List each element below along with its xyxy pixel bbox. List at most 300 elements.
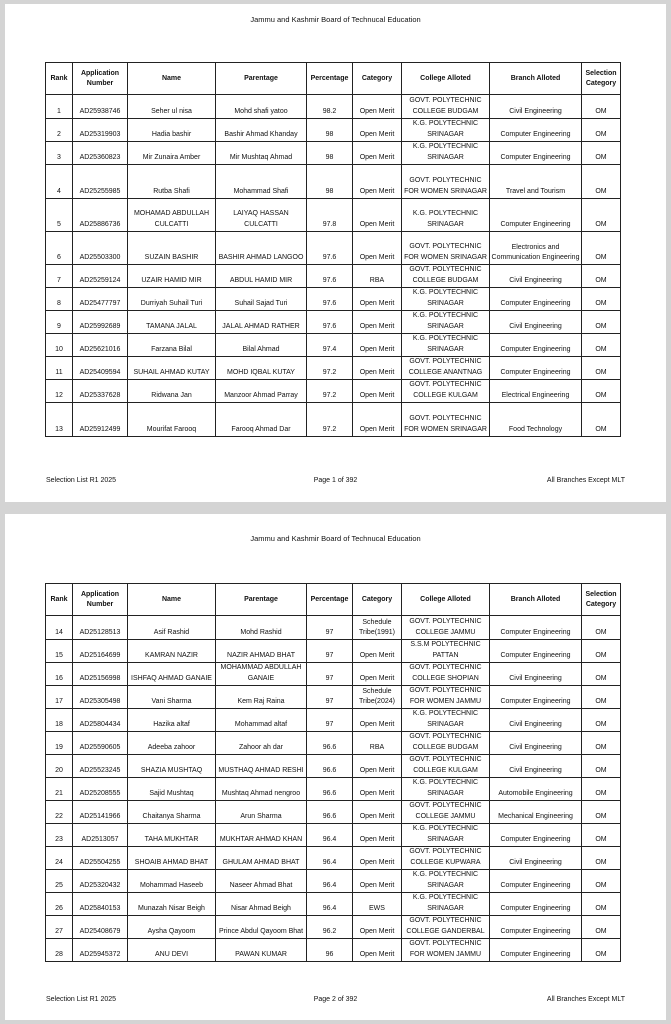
cell-percentage: 97.8 — [307, 199, 353, 232]
cell-selection-category: OM — [582, 663, 621, 686]
cell-rank: 9 — [46, 311, 73, 334]
cell-rank: 20 — [46, 755, 73, 778]
cell-name: Mohammad Haseeb — [128, 870, 216, 893]
cell-college-alloted: GOVT. POLYTECHNIC COLLEGE JAMMU — [402, 801, 490, 824]
cell-parentage: Manzoor Ahmad Parray — [216, 380, 307, 403]
col-header-percentage: Percentage — [307, 584, 353, 616]
col-header-college-alloted: College Alloted — [402, 584, 490, 616]
cell-application-number: AD25804434 — [73, 709, 128, 732]
cell-parentage: Suhail Sajad Turi — [216, 288, 307, 311]
cell-name: Sajid Mushtaq — [128, 778, 216, 801]
cell-rank: 24 — [46, 847, 73, 870]
cell-college-alloted: GOVT. POLYTECHNIC COLLEGE JAMMU — [402, 616, 490, 640]
cell-branch-alloted: Electrical Engineering — [490, 380, 582, 403]
cell-selection-category: OM — [582, 199, 621, 232]
cell-application-number: AD25992689 — [73, 311, 128, 334]
cell-selection-category: OM — [582, 801, 621, 824]
cell-category: Open Merit — [353, 142, 402, 165]
col-header-parentage: Parentage — [216, 584, 307, 616]
cell-branch-alloted: Computer Engineering — [490, 916, 582, 939]
cell-college-alloted: GOVT. POLYTECHNIC FOR WOMEN SRINAGAR — [402, 165, 490, 199]
cell-percentage: 98 — [307, 142, 353, 165]
cell-branch-alloted: Computer Engineering — [490, 334, 582, 357]
cell-rank: 27 — [46, 916, 73, 939]
cell-rank: 4 — [46, 165, 73, 199]
table-row — [46, 380, 621, 403]
cell-name: Mir Zunaira Amber — [128, 142, 216, 165]
cell-application-number: AD25305498 — [73, 686, 128, 709]
cell-application-number: AD25156998 — [73, 663, 128, 686]
selection-table — [45, 62, 621, 437]
cell-category: Open Merit — [353, 95, 402, 119]
cell-category: Open Merit — [353, 847, 402, 870]
col-header-branch-alloted: Branch Alloted — [490, 63, 582, 95]
cell-percentage: 96.6 — [307, 755, 353, 778]
cell-parentage: MOHAMMAD ABDULLAH GANAIE — [216, 663, 307, 686]
cell-branch-alloted: Travel and Tourism — [490, 165, 582, 199]
table-row — [46, 357, 621, 380]
cell-college-alloted: K.G. POLYTECHNIC SRINAGAR — [402, 334, 490, 357]
cell-application-number: AD25840153 — [73, 893, 128, 916]
cell-selection-category: OM — [582, 357, 621, 380]
cell-name: Adeeba zahoor — [128, 732, 216, 755]
cell-parentage: Bilal Ahmad — [216, 334, 307, 357]
document-page-1 — [5, 4, 666, 502]
cell-application-number: AD25259124 — [73, 265, 128, 288]
cell-percentage: 97 — [307, 709, 353, 732]
cell-selection-category: OM — [582, 380, 621, 403]
cell-application-number: AD25945372 — [73, 939, 128, 962]
cell-parentage: Mohd Rashid — [216, 616, 307, 640]
cell-selection-category: OM — [582, 334, 621, 357]
table-row — [46, 755, 621, 778]
cell-rank: 28 — [46, 939, 73, 962]
table-row — [46, 119, 621, 142]
cell-percentage: 96.4 — [307, 847, 353, 870]
col-header-application-number: Application Number — [73, 63, 128, 95]
cell-percentage: 97.2 — [307, 380, 353, 403]
cell-percentage: 98 — [307, 165, 353, 199]
cell-college-alloted: GOVT. POLYTECHNIC COLLEGE BUDGAM — [402, 95, 490, 119]
cell-application-number: AD25320432 — [73, 870, 128, 893]
cell-selection-category: OM — [582, 288, 621, 311]
cell-percentage: 98.2 — [307, 95, 353, 119]
document-page-2 — [5, 514, 666, 1020]
cell-college-alloted: GOVT. POLYTECHNIC COLLEGE ANANTNAG — [402, 357, 490, 380]
cell-category: Open Merit — [353, 119, 402, 142]
cell-selection-category: OM — [582, 403, 621, 437]
col-header-name: Name — [128, 584, 216, 616]
cell-category: Open Merit — [353, 939, 402, 962]
cell-college-alloted: K.G. POLYTECHNIC SRINAGAR — [402, 778, 490, 801]
cell-rank: 8 — [46, 288, 73, 311]
table-row — [46, 403, 621, 437]
cell-percentage: 97.6 — [307, 265, 353, 288]
cell-application-number: AD25938746 — [73, 95, 128, 119]
cell-name: KAMRAN NAZIR — [128, 640, 216, 663]
table-row — [46, 939, 621, 962]
col-header-college-alloted: College Alloted — [402, 63, 490, 95]
cell-name: SHAZIA MUSHTAQ — [128, 755, 216, 778]
cell-category: Open Merit — [353, 334, 402, 357]
cell-selection-category: OM — [582, 893, 621, 916]
cell-selection-category: OM — [582, 616, 621, 640]
cell-parentage: LAIYAQ HASSAN CULCATTI — [216, 199, 307, 232]
table-row — [46, 640, 621, 663]
cell-percentage: 96.4 — [307, 824, 353, 847]
cell-rank: 23 — [46, 824, 73, 847]
cell-branch-alloted: Food Technology — [490, 403, 582, 437]
cell-application-number: AD25408679 — [73, 916, 128, 939]
cell-branch-alloted: Civil Engineering — [490, 95, 582, 119]
cell-selection-category: OM — [582, 732, 621, 755]
cell-selection-category: OM — [582, 95, 621, 119]
cell-college-alloted: GOVT. POLYTECHNIC COLLEGE SHOPIAN — [402, 663, 490, 686]
cell-branch-alloted: Computer Engineering — [490, 640, 582, 663]
cell-name: Hadia bashir — [128, 119, 216, 142]
table-row — [46, 893, 621, 916]
cell-parentage: Mohammad altaf — [216, 709, 307, 732]
table-row — [46, 142, 621, 165]
cell-application-number: AD25319903 — [73, 119, 128, 142]
table-row — [46, 870, 621, 893]
cell-parentage: MUSTHAQ AHMAD RESHI — [216, 755, 307, 778]
cell-branch-alloted: Computer Engineering — [490, 686, 582, 709]
cell-parentage: Prince Abdul Qayoom Bhat — [216, 916, 307, 939]
cell-parentage: Kem Raj Raina — [216, 686, 307, 709]
cell-parentage: Mushtaq Ahmad nengroo — [216, 778, 307, 801]
cell-parentage: Mohd shafi yatoo — [216, 95, 307, 119]
cell-selection-category: OM — [582, 847, 621, 870]
cell-name: Seher ul nisa — [128, 95, 216, 119]
table-row — [46, 334, 621, 357]
cell-parentage: Farooq Ahmad Dar — [216, 403, 307, 437]
cell-parentage: NAZIR AHMAD BHAT — [216, 640, 307, 663]
cell-name: SHOAIB AHMAD BHAT — [128, 847, 216, 870]
cell-branch-alloted: Computer Engineering — [490, 288, 582, 311]
cell-branch-alloted: Computer Engineering — [490, 142, 582, 165]
cell-rank: 17 — [46, 686, 73, 709]
cell-branch-alloted: Civil Engineering — [490, 709, 582, 732]
cell-percentage: 97 — [307, 686, 353, 709]
cell-percentage: 97 — [307, 640, 353, 663]
cell-category: EWS — [353, 893, 402, 916]
cell-selection-category: OM — [582, 311, 621, 334]
col-header-parentage: Parentage — [216, 63, 307, 95]
table-row — [46, 663, 621, 686]
cell-parentage: BASHIR AHMAD LANGOO — [216, 232, 307, 265]
cell-percentage: 96.4 — [307, 893, 353, 916]
cell-branch-alloted: Civil Engineering — [490, 847, 582, 870]
cell-application-number: AD2513057 — [73, 824, 128, 847]
col-header-selection-category: Selection Category — [582, 584, 621, 616]
cell-application-number: AD25208555 — [73, 778, 128, 801]
cell-branch-alloted: Computer Engineering — [490, 616, 582, 640]
cell-category: Open Merit — [353, 801, 402, 824]
cell-rank: 15 — [46, 640, 73, 663]
cell-rank: 14 — [46, 616, 73, 640]
cell-application-number: AD25164699 — [73, 640, 128, 663]
cell-name: UZAIR HAMID MIR — [128, 265, 216, 288]
cell-rank: 22 — [46, 801, 73, 824]
table-row — [46, 778, 621, 801]
cell-selection-category: OM — [582, 916, 621, 939]
footer-branches-note: All Branches Except MLT — [546, 996, 625, 1003]
cell-percentage: 96.6 — [307, 732, 353, 755]
cell-parentage: Mir Mushtaq Ahmad — [216, 142, 307, 165]
cell-college-alloted: K.G. POLYTECHNIC SRINAGAR — [402, 311, 490, 334]
cell-selection-category: OM — [582, 265, 621, 288]
cell-parentage: Nisar Ahmad Beigh — [216, 893, 307, 916]
cell-selection-category: OM — [582, 755, 621, 778]
cell-rank: 21 — [46, 778, 73, 801]
cell-branch-alloted: Computer Engineering — [490, 824, 582, 847]
page-title: Jammu and Kashmir Board of Technucal Education — [250, 534, 421, 543]
cell-percentage: 96 — [307, 939, 353, 962]
cell-branch-alloted: Computer Engineering — [490, 199, 582, 232]
cell-selection-category: OM — [582, 778, 621, 801]
cell-rank: 19 — [46, 732, 73, 755]
cell-college-alloted: GOVT. POLYTECHNIC FOR WOMEN SRINAGAR — [402, 232, 490, 265]
cell-parentage: Naseer Ahmad Bhat — [216, 870, 307, 893]
cell-category: RBA — [353, 265, 402, 288]
cell-selection-category: OM — [582, 640, 621, 663]
cell-category: Open Merit — [353, 824, 402, 847]
cell-category: Open Merit — [353, 870, 402, 893]
cell-percentage: 96.6 — [307, 778, 353, 801]
cell-college-alloted: K.G. POLYTECHNIC SRINAGAR — [402, 870, 490, 893]
cell-rank: 13 — [46, 403, 73, 437]
cell-college-alloted: K.G. POLYTECHNIC SRINAGAR — [402, 119, 490, 142]
cell-category: RBA — [353, 732, 402, 755]
cell-percentage: 97.6 — [307, 311, 353, 334]
cell-category: Open Merit — [353, 232, 402, 265]
cell-category: Open Merit — [353, 311, 402, 334]
cell-college-alloted: GOVT. POLYTECHNIC COLLEGE KULGAM — [402, 755, 490, 778]
cell-application-number: AD25360823 — [73, 142, 128, 165]
cell-parentage: Zahoor ah dar — [216, 732, 307, 755]
cell-branch-alloted: Civil Engineering — [490, 732, 582, 755]
cell-selection-category: OM — [582, 165, 621, 199]
cell-branch-alloted: Computer Engineering — [490, 870, 582, 893]
cell-application-number: AD25886736 — [73, 199, 128, 232]
col-header-name: Name — [128, 63, 216, 95]
cell-category: Schedule Tribe(1991) — [353, 616, 402, 640]
cell-rank: 3 — [46, 142, 73, 165]
cell-rank: 18 — [46, 709, 73, 732]
cell-branch-alloted: Computer Engineering — [490, 893, 582, 916]
selection-table — [45, 583, 621, 962]
cell-college-alloted: GOVT. POLYTECHNIC COLLEGE GANDERBAL — [402, 916, 490, 939]
col-header-rank: Rank — [46, 63, 73, 95]
table-row — [46, 847, 621, 870]
footer-page-number: Page 2 of 392 — [313, 996, 358, 1003]
cell-name: Hazika altaf — [128, 709, 216, 732]
cell-branch-alloted: Mechanical Engineering — [490, 801, 582, 824]
cell-rank: 26 — [46, 893, 73, 916]
cell-category: Open Merit — [353, 640, 402, 663]
cell-college-alloted: K.G. POLYTECHNIC SRINAGAR — [402, 288, 490, 311]
table-row — [46, 732, 621, 755]
cell-name: TAMANA JALAL — [128, 311, 216, 334]
cell-branch-alloted: Automobile Engineering — [490, 778, 582, 801]
cell-category: Open Merit — [353, 755, 402, 778]
table-row — [46, 232, 621, 265]
footer-branches-note: All Branches Except MLT — [546, 477, 625, 484]
cell-percentage: 97.6 — [307, 288, 353, 311]
cell-application-number: AD25337628 — [73, 380, 128, 403]
cell-college-alloted: GOVT. POLYTECHNIC COLLEGE KUPWARA — [402, 847, 490, 870]
cell-percentage: 96.6 — [307, 801, 353, 824]
cell-percentage: 97.6 — [307, 232, 353, 265]
cell-name: Mourifat Farooq — [128, 403, 216, 437]
cell-college-alloted: K.G. POLYTECHNIC SRINAGAR — [402, 709, 490, 732]
table-row — [46, 709, 621, 732]
table-row — [46, 916, 621, 939]
footer-page-number: Page 1 of 392 — [313, 477, 358, 484]
cell-selection-category: OM — [582, 709, 621, 732]
col-header-application-number: Application Number — [73, 584, 128, 616]
cell-category: Open Merit — [353, 916, 402, 939]
cell-college-alloted: GOVT. POLYTECHNIC COLLEGE BUDGAM — [402, 265, 490, 288]
cell-name: Asif Rashid — [128, 616, 216, 640]
cell-percentage: 98 — [307, 119, 353, 142]
col-header-category: Category — [353, 584, 402, 616]
cell-rank: 25 — [46, 870, 73, 893]
cell-category: Open Merit — [353, 663, 402, 686]
cell-percentage: 96.4 — [307, 870, 353, 893]
table-header-row — [46, 584, 621, 616]
col-header-percentage: Percentage — [307, 63, 353, 95]
cell-category: Open Merit — [353, 357, 402, 380]
cell-selection-category: OM — [582, 119, 621, 142]
cell-college-alloted: K.G. POLYTECHNIC SRINAGAR — [402, 199, 490, 232]
cell-parentage: ABDUL HAMID MIR — [216, 265, 307, 288]
cell-category: Open Merit — [353, 709, 402, 732]
cell-branch-alloted: Computer Engineering — [490, 119, 582, 142]
cell-category: Schedule Tribe(2024) — [353, 686, 402, 709]
table-header-row — [46, 63, 621, 95]
table-row — [46, 616, 621, 640]
footer-list-title: Selection List R1 2025 — [46, 477, 117, 484]
cell-college-alloted: S.S.M POLYTECHNIC PATTAN — [402, 640, 490, 663]
page-title: Jammu and Kashmir Board of Technucal Education — [250, 15, 421, 24]
cell-rank: 7 — [46, 265, 73, 288]
cell-application-number: AD25477797 — [73, 288, 128, 311]
cell-name: Vani Sharma — [128, 686, 216, 709]
cell-name: Chaitanya Sharma — [128, 801, 216, 824]
cell-college-alloted: GOVT. POLYTECHNIC COLLEGE KULGAM — [402, 380, 490, 403]
cell-branch-alloted: Civil Engineering — [490, 311, 582, 334]
table-row — [46, 311, 621, 334]
col-header-selection-category: Selection Category — [582, 63, 621, 95]
cell-application-number: AD25503300 — [73, 232, 128, 265]
cell-branch-alloted: Electronics and Communication Engineering — [490, 232, 582, 265]
cell-parentage: MOHD IQBAL KUTAY — [216, 357, 307, 380]
col-header-rank: Rank — [46, 584, 73, 616]
cell-application-number: AD25255985 — [73, 165, 128, 199]
cell-college-alloted: GOVT. POLYTECHNIC FOR WOMEN JAMMU — [402, 939, 490, 962]
cell-application-number: AD25590605 — [73, 732, 128, 755]
cell-selection-category: OM — [582, 870, 621, 893]
cell-application-number: AD25912499 — [73, 403, 128, 437]
cell-selection-category: OM — [582, 232, 621, 265]
cell-percentage: 97.2 — [307, 403, 353, 437]
cell-application-number: AD25409594 — [73, 357, 128, 380]
cell-name: ANU DEVI — [128, 939, 216, 962]
cell-college-alloted: GOVT. POLYTECHNIC COLLEGE BUDGAM — [402, 732, 490, 755]
cell-percentage: 96.2 — [307, 916, 353, 939]
cell-application-number: AD25504255 — [73, 847, 128, 870]
cell-application-number: AD25128513 — [73, 616, 128, 640]
cell-name: Aysha Qayoom — [128, 916, 216, 939]
cell-application-number: AD25141966 — [73, 801, 128, 824]
cell-percentage: 97.2 — [307, 357, 353, 380]
table-row — [46, 801, 621, 824]
cell-category: Open Merit — [353, 199, 402, 232]
cell-branch-alloted: Civil Engineering — [490, 663, 582, 686]
cell-college-alloted: K.G. POLYTECHNIC SRINAGAR — [402, 142, 490, 165]
cell-selection-category: OM — [582, 824, 621, 847]
cell-selection-category: OM — [582, 142, 621, 165]
cell-rank: 10 — [46, 334, 73, 357]
cell-parentage: Arun Sharma — [216, 801, 307, 824]
cell-name: ISHFAQ AHMAD GANAIE — [128, 663, 216, 686]
cell-name: MOHAMAD ABDULLAH CULCATTI — [128, 199, 216, 232]
cell-name: SUHAIL AHMAD KUTAY — [128, 357, 216, 380]
cell-application-number: AD25523245 — [73, 755, 128, 778]
cell-rank: 11 — [46, 357, 73, 380]
cell-parentage: PAWAN KUMAR — [216, 939, 307, 962]
cell-percentage: 97 — [307, 616, 353, 640]
cell-selection-category: OM — [582, 686, 621, 709]
cell-percentage: 97.4 — [307, 334, 353, 357]
cell-parentage: Mohammad Shafi — [216, 165, 307, 199]
table-row — [46, 686, 621, 709]
cell-category: Open Merit — [353, 403, 402, 437]
cell-name: TAHA MUKHTAR — [128, 824, 216, 847]
cell-name: Ridwana Jan — [128, 380, 216, 403]
cell-rank: 1 — [46, 95, 73, 119]
cell-parentage: GHULAM AHMAD BHAT — [216, 847, 307, 870]
cell-category: Open Merit — [353, 778, 402, 801]
cell-college-alloted: K.G. POLYTECHNIC SRINAGAR — [402, 824, 490, 847]
cell-percentage: 97 — [307, 663, 353, 686]
cell-name: Rutba Shafi — [128, 165, 216, 199]
table-row — [46, 95, 621, 119]
cell-category: Open Merit — [353, 165, 402, 199]
cell-branch-alloted: Computer Engineering — [490, 939, 582, 962]
cell-rank: 6 — [46, 232, 73, 265]
footer-list-title: Selection List R1 2025 — [46, 996, 117, 1003]
cell-branch-alloted: Civil Engineering — [490, 265, 582, 288]
cell-parentage: Bashir Ahmad Khanday — [216, 119, 307, 142]
cell-rank: 12 — [46, 380, 73, 403]
cell-name: SUZAIN BASHIR — [128, 232, 216, 265]
cell-name: Farzana Bilal — [128, 334, 216, 357]
table-row — [46, 288, 621, 311]
col-header-category: Category — [353, 63, 402, 95]
cell-rank: 16 — [46, 663, 73, 686]
col-header-branch-alloted: Branch Alloted — [490, 584, 582, 616]
cell-college-alloted: GOVT. POLYTECHNIC FOR WOMEN JAMMU — [402, 686, 490, 709]
cell-rank: 2 — [46, 119, 73, 142]
cell-category: Open Merit — [353, 380, 402, 403]
cell-parentage: MUKHTAR AHMAD KHAN — [216, 824, 307, 847]
cell-application-number: AD25621016 — [73, 334, 128, 357]
table-row — [46, 165, 621, 199]
table-row — [46, 824, 621, 847]
